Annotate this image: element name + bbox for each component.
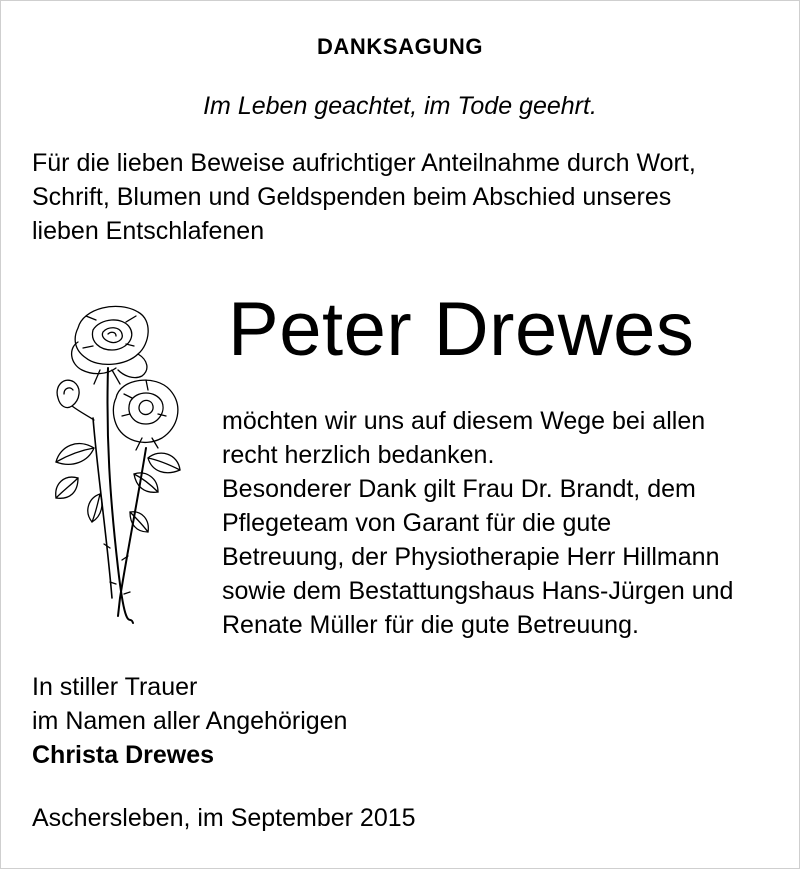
intro-line: Schrift, Blumen und Geldspenden beim Abschied unseres: [32, 183, 672, 211]
thanks-paragraph: [222, 404, 782, 642]
deceased-name: Peter Drewes: [228, 287, 695, 372]
rose-illustration-icon: [38, 298, 188, 628]
notice-title: DANKSAGUNG: [316, 34, 484, 59]
intro-line: Für die lieben Beweise aufrichtiger Anteilnahme durch Wort,: [32, 149, 696, 177]
thanks-line: Renate Müller für die gute Betreuung.: [222, 611, 639, 639]
thanks-line: möchten wir uns auf diesem Wege bei allen: [222, 407, 706, 435]
thanks-line: recht herzlich bedanken.: [222, 441, 495, 469]
mourning-line: im Namen aller Angehörigen: [32, 707, 348, 735]
thanks-line: Betreuung, der Physiotherapie Herr Hillmann: [222, 543, 720, 571]
mourning-block: [32, 670, 532, 772]
signer-name: Christa Drewes: [32, 741, 215, 769]
thanks-line: Pflegeteam von Garant für die gute: [222, 509, 612, 537]
place-date: Aschersleben, im September 2015: [32, 804, 416, 832]
notice-motto: Im Leben geachtet, im Tode geehrt.: [203, 92, 597, 120]
intro-line: lieben Entschlafenen: [32, 217, 265, 245]
thanks-line: sowie dem Bestattungshaus Hans-Jürgen und: [222, 577, 734, 605]
mourning-line: In stiller Trauer: [32, 673, 198, 701]
intro-paragraph: [32, 146, 782, 248]
thanks-line: Besonderer Dank gilt Frau Dr. Brandt, dem: [222, 475, 696, 503]
